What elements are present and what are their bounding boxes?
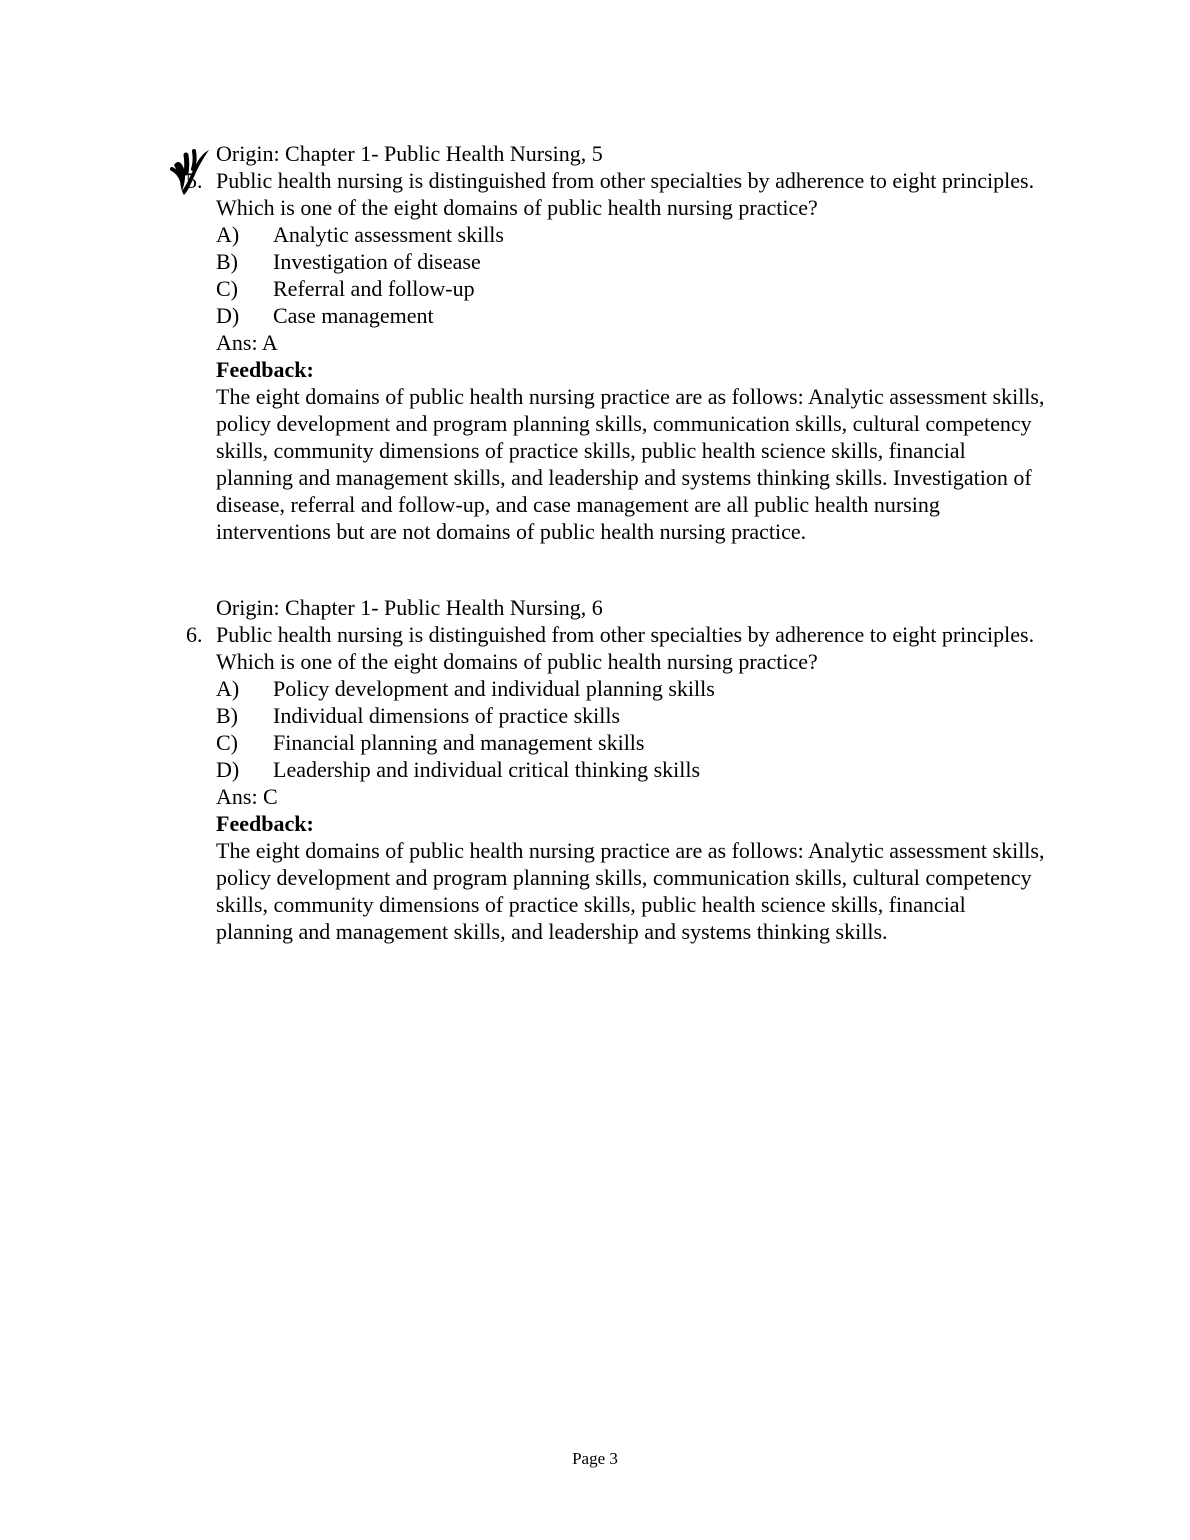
answer-option: [0, 675, 1190, 702]
answer-option: [0, 221, 1190, 248]
question-stem-row: [0, 167, 1076, 221]
question-stem: Public health nursing is distinguished from other specialties by adherence to eight principles. Which is one of the eight domains of public health nursing practice?: [216, 622, 1035, 674]
option-text: Case management: [273, 303, 434, 328]
answer-key: Ans: A: [216, 330, 278, 355]
answer-option: [0, 756, 1190, 783]
option-text: Financial planning and management skills: [273, 730, 645, 755]
feedback-text: The eight domains of public health nursing practice are as follows: Analytic assessment skills, policy development and program planning skills, communication skills, cultural competency skills, community dimensions of practice skills, public health science skills, financial planning and management skills, and leadership and systems thinking skills.: [216, 838, 1045, 944]
option-letter: C): [216, 276, 238, 301]
feedback-label: Feedback:: [216, 811, 314, 836]
answer-option: [0, 729, 1190, 756]
option-letter: A): [216, 222, 240, 247]
question-number: 6.: [186, 622, 203, 647]
question-stem: Public health nursing is distinguished from other specialties by adherence to eight principles. Which is one of the eight domains of public health nursing practice?: [216, 168, 1035, 220]
question-block: [0, 140, 1190, 545]
option-text: Analytic assessment skills: [273, 222, 504, 247]
question-number: 5.: [186, 168, 203, 193]
answer-option: [0, 702, 1190, 729]
answer-option: [0, 275, 1190, 302]
question-stem-row: [0, 621, 1076, 675]
answer-option: [0, 302, 1190, 329]
answer-option: [0, 248, 1190, 275]
question-origin: Origin: Chapter 1- Public Health Nursing, 5: [216, 141, 603, 166]
option-text: Leadership and individual critical thinking skills: [273, 757, 701, 782]
option-letter: B): [216, 703, 238, 728]
question-origin: Origin: Chapter 1- Public Health Nursing, 6: [216, 595, 603, 620]
option-text: Individual dimensions of practice skills: [273, 703, 621, 728]
answer-key: Ans: C: [216, 784, 278, 809]
option-letter: D): [216, 757, 240, 782]
option-letter: D): [216, 303, 240, 328]
question-block: [0, 594, 1190, 945]
option-letter: C): [216, 730, 238, 755]
option-letter: A): [216, 676, 240, 701]
option-text: Referral and follow-up: [273, 276, 475, 301]
page-number: Page 3: [572, 1449, 618, 1468]
option-text: Policy development and individual planning skills: [273, 676, 715, 701]
feedback-text: The eight domains of public health nursing practice are as follows: Analytic assessment skills, policy development and program planning skills, communication skills, cultural competency skills, community dimensions of practice skills, public health science skills, financial planning and management skills, and leadership and systems thinking skills. Investigation of disease, referral and follow-up, and case management are all public health nursing interventions but are not domains of public health nursing practice.: [216, 384, 1045, 544]
feedback-label: Feedback:: [216, 357, 314, 382]
option-text: Investigation of disease: [273, 249, 481, 274]
option-letter: B): [216, 249, 238, 274]
